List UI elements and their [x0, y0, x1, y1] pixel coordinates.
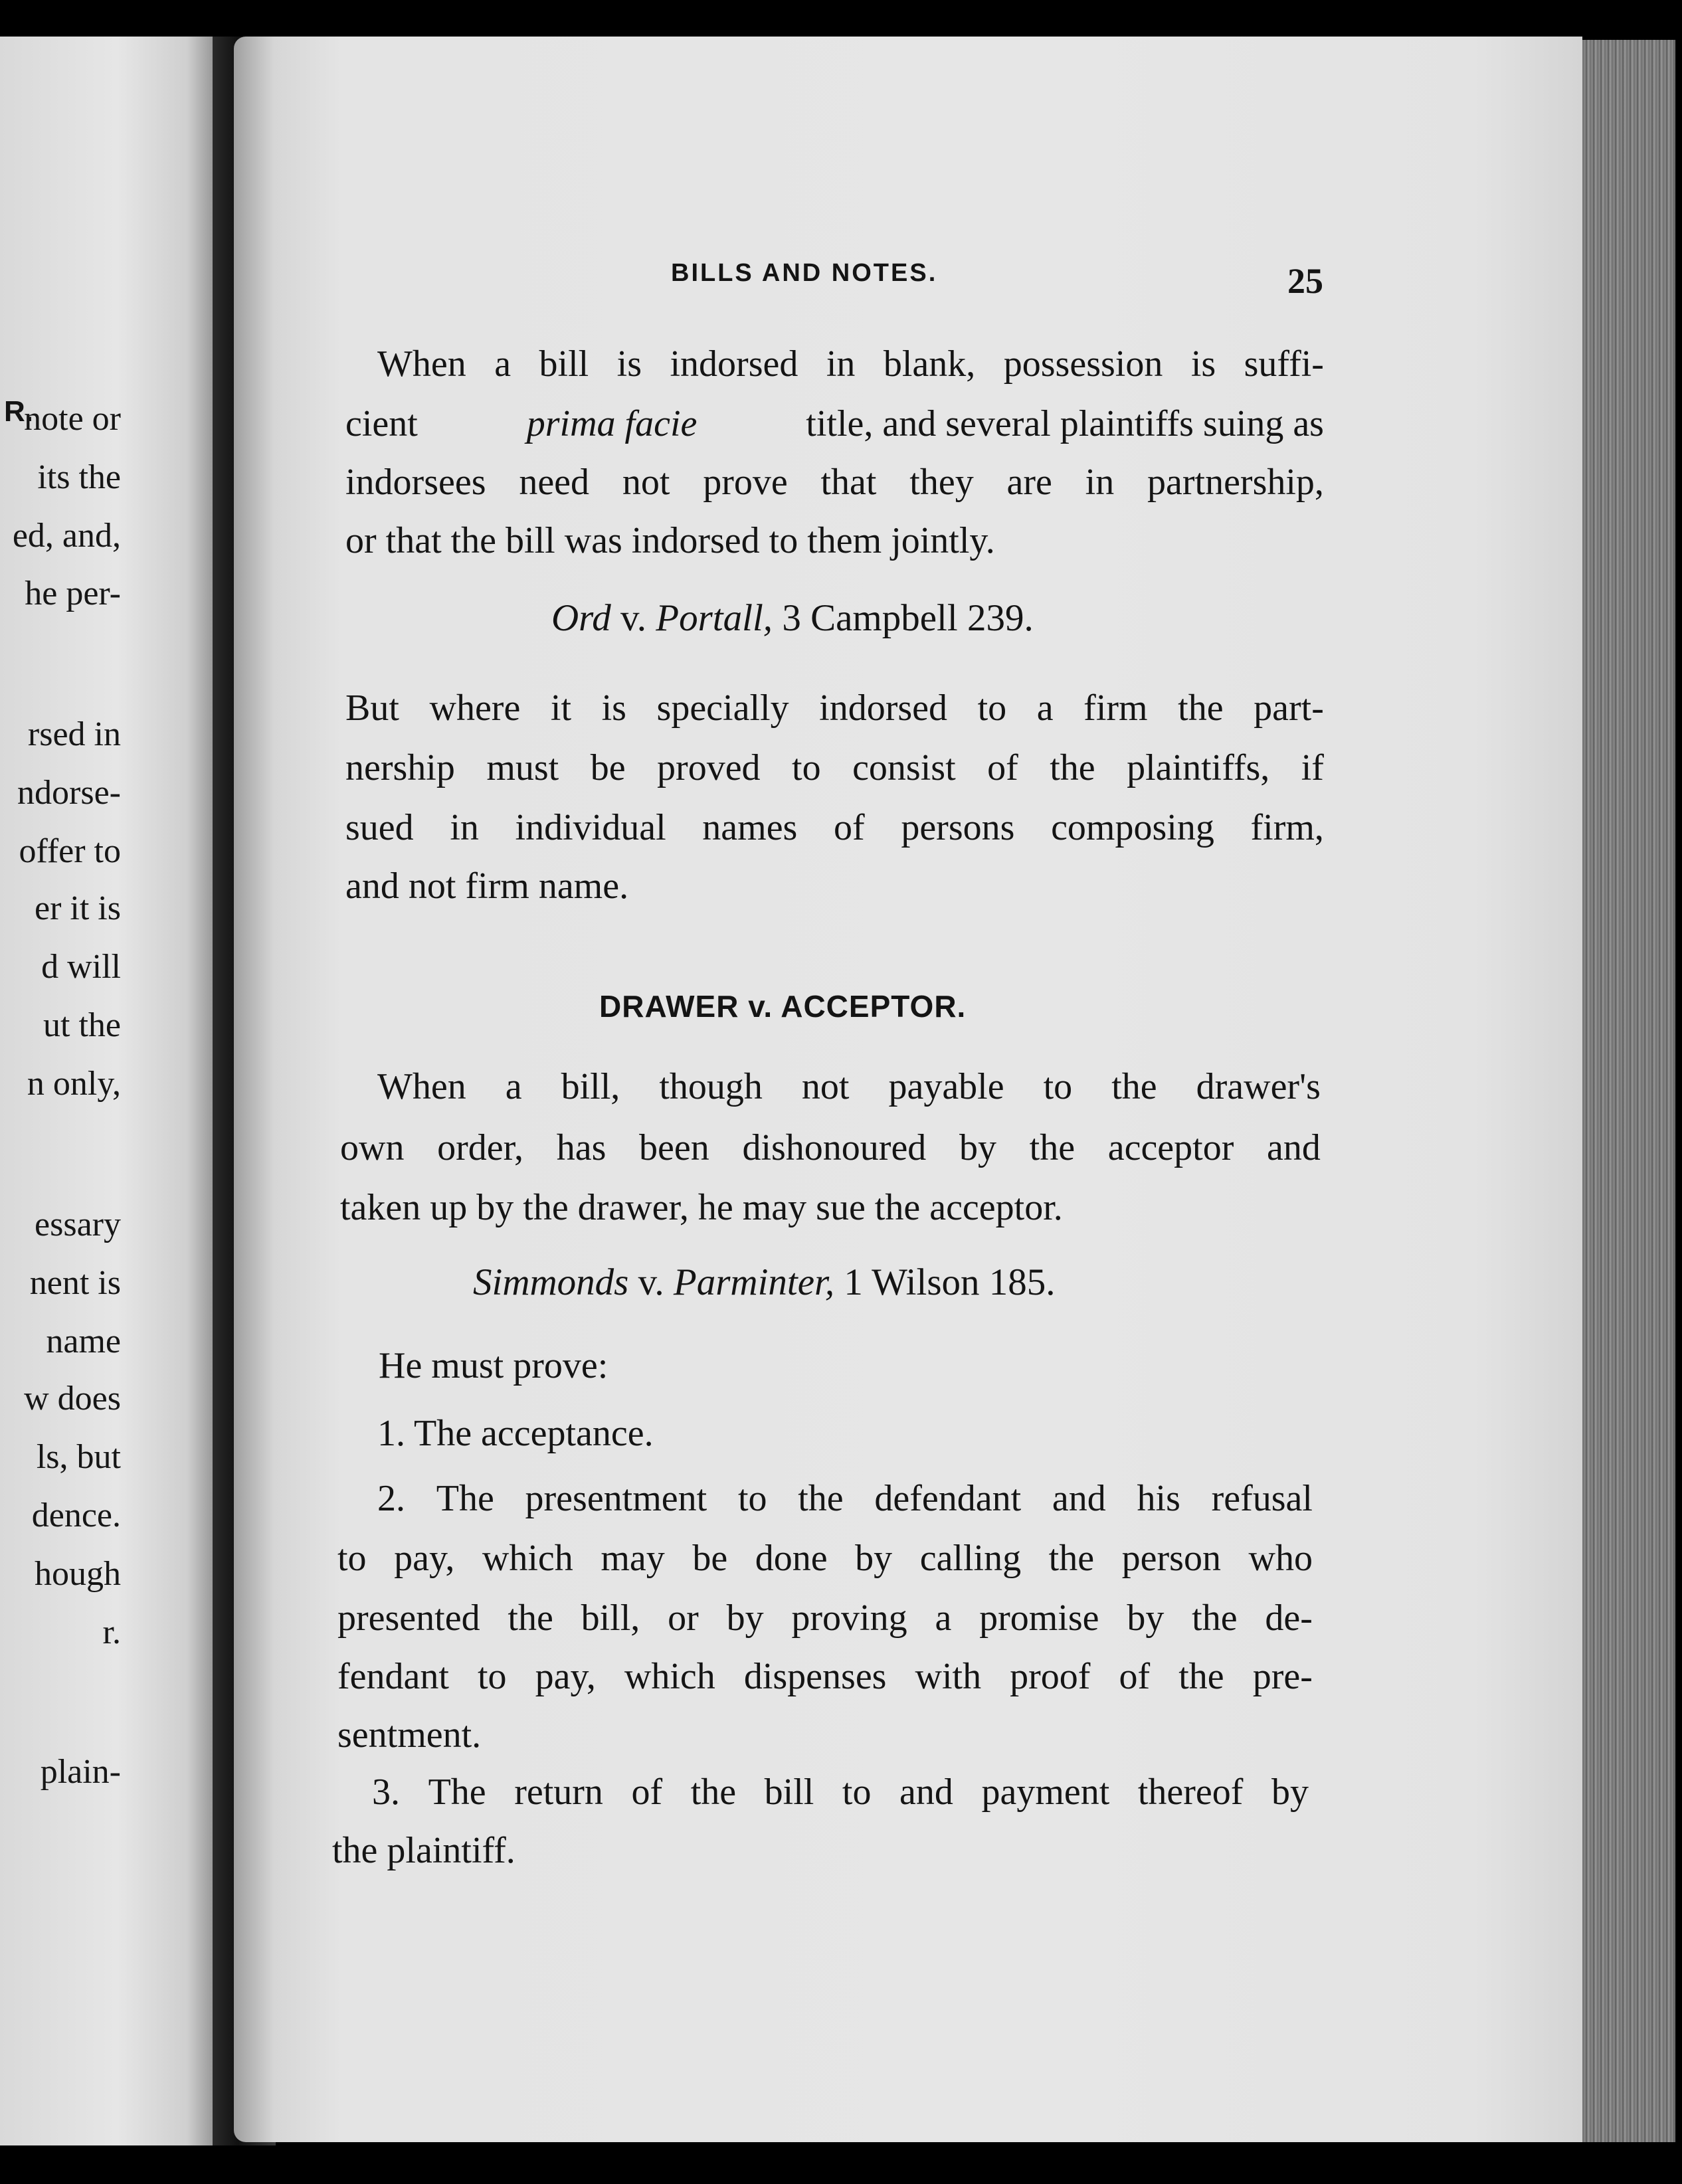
para2-line-3: sued in individual names of persons composing firm, — [345, 807, 1324, 848]
citation-versus: v. — [620, 597, 647, 639]
citation-reference: 3 Campbell 239. — [782, 597, 1034, 639]
left-page-text-fragment: plain- — [40, 1753, 121, 1791]
left-page-text-fragment: n only, — [27, 1065, 121, 1103]
left-page-text-fragment: its the — [37, 458, 121, 496]
left-page-text-fragment: r. — [102, 1613, 121, 1651]
left-page-text-fragment: name — [46, 1322, 121, 1360]
left-page-text-fragment: w does — [24, 1380, 121, 1417]
list-item-2-line-2: to pay, which may be done by calling the person who — [337, 1538, 1313, 1579]
left-page-text-fragment: rsed in — [27, 715, 121, 753]
para2-line-1: But where it is specially indorsed to a firm the part- — [345, 687, 1324, 729]
left-page-text-fragment: essary — [35, 1206, 121, 1243]
list-item-1: 1. The acceptance. — [377, 1413, 654, 1454]
section-heading: DRAWER v. ACCEPTOR. — [599, 989, 967, 1024]
citation-party: Ord — [551, 597, 611, 639]
left-page-text-fragment: he per- — [25, 575, 121, 612]
citation-party: Simmonds — [473, 1261, 629, 1303]
citation-party: Portall, — [656, 597, 773, 639]
page-stack — [1576, 40, 1675, 2142]
left-page-text-fragment: nent is — [29, 1264, 121, 1302]
citation-versus: v. — [638, 1261, 664, 1303]
para1-text: cient — [345, 403, 418, 444]
left-page-heading: R. — [4, 395, 33, 428]
left-page-text-fragment: dence. — [31, 1497, 121, 1534]
list-item-3-line-2: the plaintiff. — [332, 1830, 515, 1871]
left-page-text-fragment: ut the — [43, 1006, 121, 1044]
para3-line-1: When a bill, though not payable to the drawer's — [377, 1066, 1321, 1107]
left-page-text-fragment: d will — [41, 948, 121, 986]
citation-1 — [551, 596, 1034, 640]
left-page-text-fragment: ed, and, — [12, 517, 121, 555]
para1-italic-phrase: prima facie — [526, 403, 698, 444]
para2-line-2: nership must be proved to consist of the plaintiffs, if — [345, 747, 1324, 788]
para1-text: title, and several plaintiffs suing as — [806, 403, 1324, 444]
running-head: BILLS AND NOTES. — [671, 259, 938, 287]
left-page-text-fragment: er it is — [35, 889, 121, 927]
citation-reference: 1 Wilson 185. — [844, 1261, 1056, 1303]
left-page-text-fragment: ndorse- — [17, 774, 121, 812]
list-item-2-line-3: presented the bill, or by proving a promise by the de- — [337, 1597, 1313, 1639]
citation-2 — [473, 1261, 1056, 1304]
must-prove-intro: He must prove: — [379, 1345, 608, 1386]
left-page-text-fragment: offer to — [19, 832, 121, 870]
para3-line-3: taken up by the drawer, he may sue the acceptor. — [340, 1187, 1063, 1228]
list-item-2-line-5: sentment. — [337, 1714, 482, 1756]
citation-party: Parminter, — [673, 1261, 835, 1303]
page-number: 25 — [1287, 261, 1323, 301]
list-item-2-line-4: fendant to pay, which dispenses with proof of the pre- — [337, 1656, 1313, 1697]
para1-line-3: indorsees need not prove that they are in partnership, — [345, 462, 1324, 503]
list-item-3-line-1: 3. The return of the bill to and payment thereof by — [372, 1772, 1309, 1813]
para1-line-1: When a bill is indorsed in blank, possession is suffi- — [377, 343, 1324, 385]
left-page-text-fragment: hough — [35, 1555, 121, 1593]
list-item-2-line-1: 2. The presentment to the defendant and his refusal — [377, 1478, 1313, 1519]
left-page-text-fragment: note or — [24, 400, 121, 438]
left-page-fragment — [0, 37, 213, 2145]
para2-line-4: and not firm name. — [345, 865, 629, 907]
para1-line-4: or that the bill was indorsed to them jointly. — [345, 520, 995, 561]
para3-line-2: own order, has been dishonoured by the acceptor and — [340, 1127, 1321, 1168]
para1-line-2 — [345, 405, 1324, 442]
left-page-text-fragment: ls, but — [36, 1438, 121, 1476]
